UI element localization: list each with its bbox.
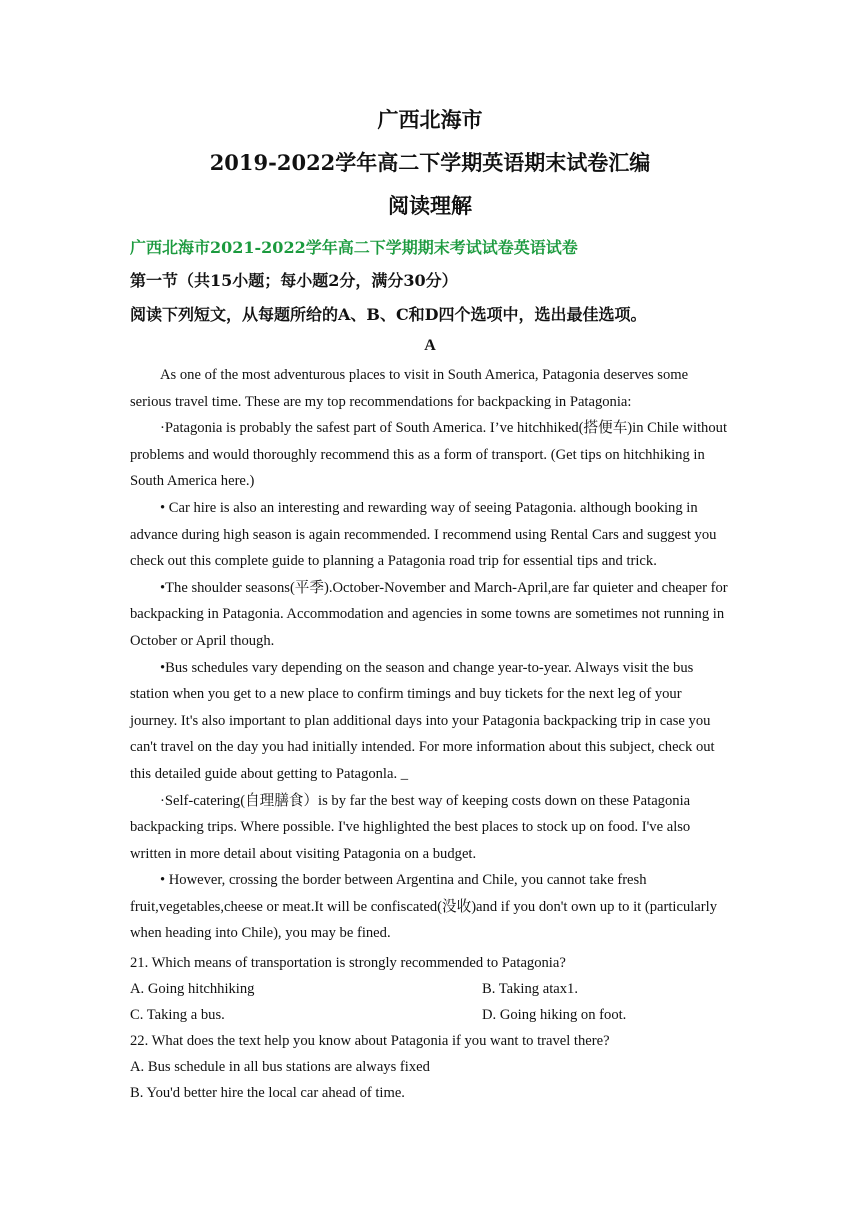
questions-block	[130, 950, 740, 1106]
exam-name: 广西北海市2021-2022学年高二下学期期末考试试卷英语试卷	[130, 238, 578, 257]
section-info: 第一节（共15小题；每小题2分，满分30分）	[130, 271, 458, 290]
question-option: B. You'd better hire the local car ahead of time.	[130, 1085, 405, 1101]
doc-title-region: 广西北海市	[377, 107, 483, 132]
passage-paragraph: ·Self-catering(自理膳食）is by far the best way of keeping costs down on these Patagonia backpacking trips. Where possible. I've highlighted the best places to stock up on food. I've also written in more detail about visiting Patagonia on a budget.	[130, 792, 691, 862]
instruction: 阅读下列短文，从每题所给的A、B、C和D四个选项中，选出最佳选项。	[130, 305, 647, 324]
option-row	[130, 976, 740, 1002]
question-stem: 21. Which means of transportation is strongly recommended to Patagonia?	[130, 955, 566, 971]
question-option: A. Going hitchhiking	[130, 981, 255, 997]
doc-title-years: 2019-2022学年高二下学期英语期末试卷汇编	[209, 150, 651, 175]
question-option: D. Going hiking on foot.	[482, 1007, 627, 1023]
passage-paragraph: • Car hire is also an interesting and rewarding way of seeing Patagonia. although booking in advance during high season is again recommended. I recommend using Rental Cars and suggest you check out this complete guide to planning a Patagonia road trip for essential tips and trick.	[130, 499, 717, 570]
option-row	[130, 1002, 740, 1028]
doc-title-section: 阅读理解	[388, 193, 472, 218]
passage-letter: A	[424, 337, 436, 354]
question-option: C. Taking a bus.	[130, 1007, 225, 1023]
passage-paragraph: As one of the most adventurous places to visit in South America, Patagonia deserves some serious travel time. These are my top recommendations for backpacking in Patagonia:	[130, 367, 689, 410]
passage-paragraph: •The shoulder seasons(平季).October-November and March-April,are far quieter and cheaper for backpacking in Patagonia. Accommodation and agencies in some towns are sometimes not running in October or April though.	[130, 579, 728, 649]
question-option: B. Taking atax1.	[482, 981, 578, 997]
question-stem: 22. What does the text help you know about Patagonia if you want to travel there?	[130, 1033, 610, 1049]
question-option: A. Bus schedule in all bus stations are always fixed	[130, 1059, 430, 1075]
passage-body	[130, 362, 732, 947]
passage-paragraph: • However, crossing the border between Argentina and Chile, you cannot take fresh fruit,vegetables,cheese or meat.It will be confiscated(没收)and if you don't own up to it (particularly when heading into Chile), you may be fined.	[130, 872, 717, 942]
passage-paragraph: •Bus schedules vary depending on the season and change year-to-year. Always visit the bus station when you get to a new place to confirm timings and buy tickets for the next leg of your journey. It's also important to plan additional days into your Patagonia backpacking trip in case you can't travel on the day you had initially intended. For more information about this subject, check out this detailed guide about getting to Patagonla. _	[130, 659, 715, 782]
passage-paragraph: ·Patagonia is probably the safest part of South America. I’ve hitchhiked(搭便车)in Chile without problems and would thoroughly recommend this as a form of transport. (Get tips on hitchhiking in South America here.)	[130, 420, 728, 490]
